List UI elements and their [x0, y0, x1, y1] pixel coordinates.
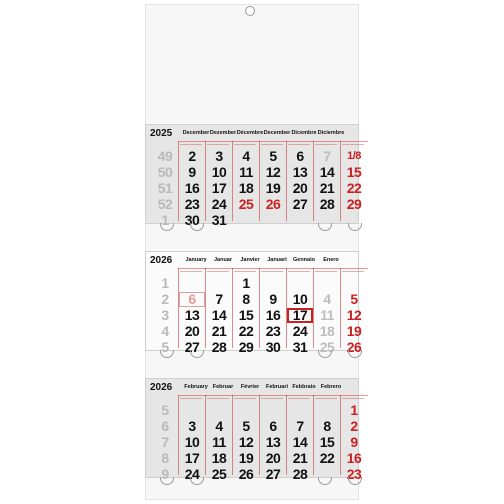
month-name: Décembre: [236, 130, 264, 136]
week-number: 4: [161, 323, 169, 339]
month-name: Février: [240, 384, 260, 390]
weekday-header-mark: [259, 268, 287, 275]
day-number: 18: [211, 450, 227, 466]
day-number: 18: [319, 323, 335, 339]
weekday-header-mark: [340, 395, 368, 402]
week-number: 49: [157, 148, 173, 164]
weekday-header-mark: [205, 268, 233, 275]
day-number: 1/8: [347, 150, 361, 162]
week-number: 7: [161, 434, 169, 450]
year-label: 2025: [150, 128, 173, 139]
day-number: 12: [238, 434, 254, 450]
month-name: February: [184, 384, 208, 390]
day-number: 27: [292, 196, 308, 212]
weekday-header-mark: [178, 395, 206, 402]
day-number: 5: [242, 418, 250, 434]
hanger-hole: [245, 6, 255, 16]
day-number: 24: [184, 466, 200, 482]
weekday-header-mark: [259, 141, 287, 148]
day-number: 6: [269, 418, 277, 434]
day-number: 28: [292, 466, 308, 482]
day-number: 19: [238, 450, 254, 466]
weekday-header-mark: [232, 268, 260, 275]
weekday-header-mark: [205, 141, 233, 148]
day-number: 25: [319, 339, 335, 355]
day-number: 1: [350, 402, 358, 418]
week-number: 51: [157, 180, 173, 196]
day-number: 23: [184, 196, 200, 212]
day-number: 4: [215, 418, 223, 434]
weekday-header-mark: [286, 268, 314, 275]
month-name: Enero: [323, 257, 339, 263]
day-number: 20: [265, 450, 281, 466]
day-number: 6: [296, 148, 304, 164]
day-number: 17: [184, 450, 200, 466]
weekday-header-mark: [178, 141, 206, 148]
day-number: 2: [350, 418, 358, 434]
day-number: 19: [265, 180, 281, 196]
day-number: 11: [320, 307, 334, 323]
day-number: 7: [215, 291, 223, 307]
month-name: Diciembre: [317, 130, 345, 136]
month-block: [145, 251, 362, 355]
day-number: 3: [188, 418, 196, 434]
day-number: 26: [265, 196, 281, 212]
day-number: 21: [319, 180, 335, 196]
month-name: Febrero: [320, 384, 342, 390]
year-label: 2026: [150, 382, 173, 393]
day-number: 28: [211, 339, 227, 355]
day-number: 15: [238, 307, 254, 323]
day-number: 10: [211, 164, 227, 180]
month-name: Februar: [212, 384, 234, 390]
year-label: 2026: [150, 255, 173, 266]
day-number: 17: [211, 180, 227, 196]
day-number: 27: [265, 466, 281, 482]
month-name: Gennaio: [292, 257, 315, 263]
weekday-header-mark: [259, 395, 287, 402]
day-number: 25: [211, 466, 227, 482]
day-number: 28: [319, 196, 335, 212]
day-number: 9: [188, 164, 196, 180]
weekday-header-mark: [313, 268, 341, 275]
month-name: Janvier: [240, 257, 260, 263]
day-number: 20: [292, 180, 308, 196]
day-number: 22: [346, 180, 362, 196]
day-number: 31: [211, 212, 227, 228]
day-number: 16: [346, 450, 362, 466]
week-number: 50: [157, 164, 173, 180]
day-number: 14: [292, 434, 308, 450]
day-number: 9: [350, 434, 358, 450]
day-number: 13: [292, 164, 308, 180]
day-number: 8: [242, 291, 250, 307]
week-number: 3: [161, 307, 169, 323]
month-name: December: [182, 130, 210, 136]
week-number: 5: [161, 402, 169, 418]
day-number: 7: [296, 418, 304, 434]
week-number: 1: [161, 275, 169, 291]
day-number: 22: [238, 323, 254, 339]
day-number: 26: [346, 339, 362, 355]
weekday-header-mark: [232, 395, 260, 402]
day-number: 21: [211, 323, 227, 339]
month-name: Dezember: [209, 130, 237, 136]
month-name: Februari: [265, 384, 288, 390]
month-name: Dicembre: [291, 130, 317, 136]
day-number: 16: [184, 180, 200, 196]
day-number: 9: [269, 291, 277, 307]
weekday-header-mark: [313, 141, 341, 148]
day-number: 23: [346, 466, 362, 482]
week-number: 9: [161, 466, 169, 482]
day-number: 24: [292, 323, 308, 339]
weekday-header-mark: [232, 141, 260, 148]
week-number: 8: [161, 450, 169, 466]
month-name: Januar: [213, 257, 233, 263]
day-number: 18: [238, 180, 254, 196]
day-number: 27: [184, 339, 200, 355]
day-number: 11: [212, 434, 226, 450]
day-number: 13: [184, 307, 200, 323]
day-number: 26: [238, 466, 254, 482]
day-number: 24: [211, 196, 227, 212]
day-number: 20: [184, 323, 200, 339]
weekday-header-mark: [286, 395, 314, 402]
day-number: 8: [323, 418, 331, 434]
weekday-header-mark: [313, 395, 341, 402]
day-number: 29: [346, 196, 362, 212]
week-number: 6: [161, 418, 169, 434]
day-number: 17: [287, 308, 313, 323]
weekday-header-mark: [340, 141, 368, 148]
day-number: 29: [238, 339, 254, 355]
weekday-header-mark: [178, 268, 206, 275]
binder-ring: [348, 477, 362, 485]
day-number: 14: [319, 164, 335, 180]
month-name: January: [185, 257, 207, 263]
day-number: 10: [292, 291, 308, 307]
day-number: 12: [346, 307, 362, 323]
weekday-header-mark: [205, 395, 233, 402]
month-name: Febbraio: [292, 384, 316, 390]
day-number: 7: [323, 148, 331, 164]
week-number: 1: [161, 212, 169, 228]
day-number: 10: [184, 434, 200, 450]
day-number: 12: [265, 164, 281, 180]
day-number: 16: [265, 307, 281, 323]
month-name: December: [263, 130, 291, 136]
day-number: 23: [265, 323, 281, 339]
day-number: 25: [238, 196, 254, 212]
day-number: 15: [319, 434, 335, 450]
weekday-header-mark: [286, 141, 314, 148]
day-number: 3: [215, 148, 223, 164]
month-block: [145, 124, 362, 228]
day-number: 13: [265, 434, 281, 450]
month-name: Januari: [267, 257, 287, 263]
week-number: 52: [157, 196, 173, 212]
day-number: 15: [346, 164, 362, 180]
day-number: 1: [242, 275, 250, 291]
day-number: 30: [184, 212, 200, 228]
day-number: 4: [242, 148, 250, 164]
binder-ring: [348, 350, 362, 358]
day-number: 5: [269, 148, 277, 164]
day-number: 14: [211, 307, 227, 323]
day-number: 2: [188, 148, 196, 164]
week-number: 5: [161, 339, 169, 355]
day-number: 19: [346, 323, 362, 339]
day-number: 11: [239, 164, 253, 180]
month-header: [146, 255, 360, 267]
day-number: 30: [265, 339, 281, 355]
weekday-header-mark: [340, 268, 368, 275]
day-number: 31: [292, 339, 308, 355]
day-number: 5: [350, 291, 358, 307]
month-block: [145, 378, 362, 482]
week-number: 2: [161, 291, 169, 307]
day-number: 22: [319, 450, 335, 466]
day-number: 6: [179, 292, 205, 307]
day-number: 4: [323, 291, 331, 307]
day-number: 21: [292, 450, 308, 466]
binder-ring: [348, 223, 362, 231]
month-header: [146, 128, 360, 140]
month-header: [146, 382, 360, 394]
